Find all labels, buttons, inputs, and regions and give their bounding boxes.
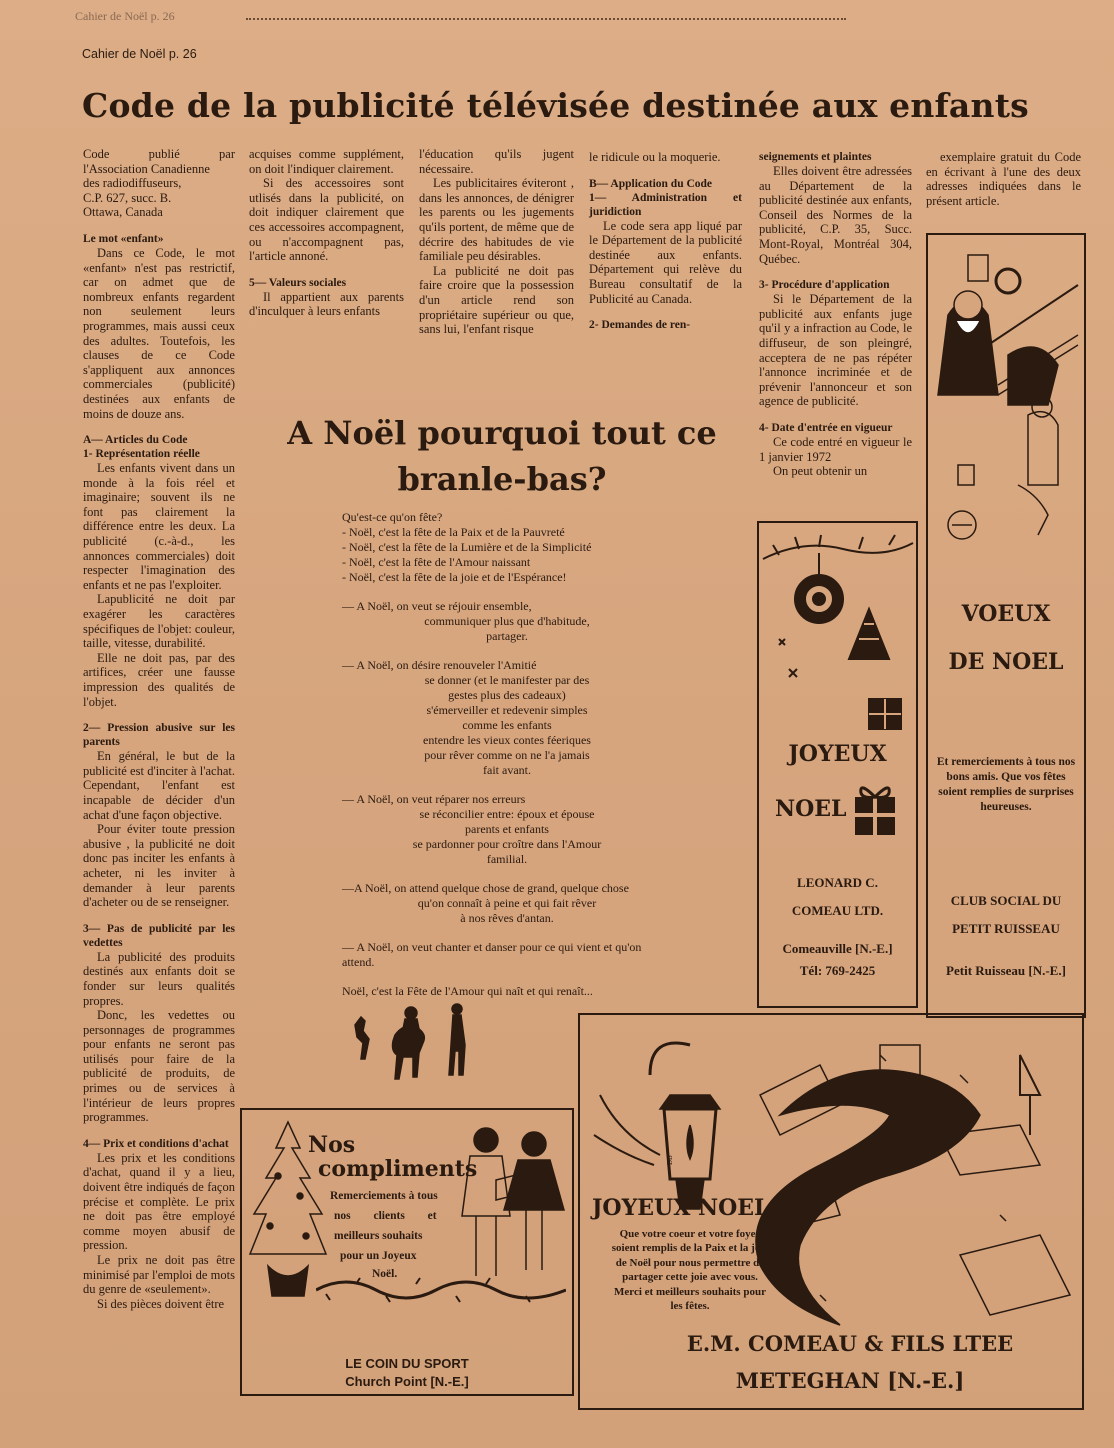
section-heading: B— Application du Code xyxy=(589,177,713,190)
ad-name-line: PETIT RUISSEAU xyxy=(952,921,1060,936)
section-heading: 4- Date d'entrée en vigueur xyxy=(759,421,893,434)
ad-message-line: Remerciements à tous xyxy=(330,1190,438,1202)
poem-line: partager. xyxy=(486,629,528,643)
ad-message-line: Noël. xyxy=(372,1268,398,1280)
intro-line: l'Association Canadienne xyxy=(83,161,210,176)
section-heading: Le mot «enfant» xyxy=(83,232,164,245)
ad-em-comeau xyxy=(578,1013,1084,1410)
ad-joyeux-noel: JOYEUX NOEL xyxy=(592,1195,770,1221)
poem-line: se donner (et le manifester par des xyxy=(424,673,590,687)
paragraph: le ridicule ou la moquerie. xyxy=(589,150,721,164)
poem-line: se réconcilier entre: époux et épouse xyxy=(419,807,595,821)
ad-compliments: compliments xyxy=(318,1156,478,1182)
family-illustration xyxy=(456,1120,566,1290)
ad-coin-du-sport xyxy=(240,1108,574,1396)
ad-joyeux: JOYEUX xyxy=(788,741,887,767)
section-heading: 3— Pas de publicité par les vedettes xyxy=(83,922,235,949)
section-heading: 1- Représentation réelle xyxy=(83,448,200,461)
article-column-3 xyxy=(419,147,574,337)
paragraph: Elle ne doit pas, par des artifices, créer une fausse impression des qualités de l'objet. xyxy=(83,650,235,709)
ad-name-line: CLUB SOCIAL DU xyxy=(950,893,1062,908)
paragraph: Le prix ne doit pas être minimisé par l'emploi de mots du genre de «seulement». xyxy=(83,1253,235,1297)
article-column-6 xyxy=(926,150,1081,208)
initials-text: DB xyxy=(666,1155,674,1165)
ad-name-line: LEONARD C. xyxy=(797,875,878,890)
top-dotted-rule xyxy=(246,18,846,20)
paragraph: Si des pièces doivent être xyxy=(97,1296,225,1311)
poem-line: - Noël, c'est la fête de la Paix et de la Pauvreté xyxy=(342,525,565,539)
ad-message-line: nos clients et xyxy=(334,1210,437,1222)
ad-phone: Tél: 769-2425 xyxy=(799,963,876,978)
paragraph: La publicité des produits destinés aux enfants doit se fonder sur leurs qualités propres. xyxy=(83,949,235,1008)
poem-line: parents et enfants xyxy=(465,822,549,836)
poem-line: se pardonner pour croître dans l'Amour xyxy=(412,837,602,851)
poem-line: Qu'est-ce qu'on fête? xyxy=(342,510,443,524)
poem-line: - Noël, c'est la fête de l'Amour naissant xyxy=(342,555,531,569)
section-heading: 2- Demandes de ren- xyxy=(589,319,691,332)
poem-line: —A Noël, on attend quelque chose de grand, quelque chose xyxy=(342,881,629,895)
noel-title: A Noël pourquoi tout ce branle-bas? xyxy=(287,414,717,498)
ad-voeux: VOEUX xyxy=(961,601,1051,627)
poem-line: gestes plus des cadeaux) xyxy=(448,688,566,702)
poem-line: à nos rêves d'antan. xyxy=(460,911,554,925)
paragraph: Les publicitaires éviteront , dans les annonces, de dénigrer les parents ou les jugements qu'ils portent, de même que de décrire des habitudes de vie familiale peu désirables. xyxy=(419,176,574,264)
ad-nos: Nos xyxy=(308,1132,356,1158)
paragraph: Ce code entré en vigueur le 1 janvier 1972 xyxy=(759,434,912,464)
section-heading: A— Articles du Code xyxy=(83,434,188,447)
page-label: Cahier de Noël p. 26 xyxy=(82,47,197,61)
ornament-illustration xyxy=(759,529,916,739)
ad-place: Petit Ruisseau [N.-E.] xyxy=(946,963,1066,978)
paragraph: Pour éviter toute pression abusive , la publicité ne doit donc pas inciter les enfants à acheter, ni les inviter à demander à leur parents d'acheter ou de se renseigner. xyxy=(83,822,235,910)
poem-line: fait avant. xyxy=(483,763,531,777)
poem-line: — A Noël, on veut chanter et danser pour ce qui vient et qu'on attend. xyxy=(342,940,642,969)
poem-line: — A Noël, on veut se réjouir ensemble, xyxy=(342,599,532,613)
ad-name: E.M. COMEAU & FILS LTEE xyxy=(686,1331,1014,1356)
article-column-2 xyxy=(249,147,404,319)
ad-club-social xyxy=(926,233,1086,1018)
gift-icon xyxy=(851,781,899,837)
section-heading: 2— Pression abusive sur les parents xyxy=(83,722,235,749)
headline: Code de la publicité télévisée destinée aux enfants xyxy=(82,86,1029,125)
poem-line: comme les enfants xyxy=(462,718,552,732)
garland-decoration xyxy=(316,1270,566,1310)
paragraph: acquises comme supplément, on doit l'indiquer clairement. xyxy=(249,147,404,176)
section-heading: seignements et plaintes xyxy=(759,151,872,163)
section-heading: 4— Prix et conditions d'achat xyxy=(83,1137,229,1150)
paragraph: exemplaire gratuit du Code en écrivant à l'une des deux adresses indiquées dans le présent article. xyxy=(926,150,1081,208)
santa-illustration xyxy=(928,235,1084,567)
paragraph: Elles doivent être adressées au Département de la publicité destinée aux enfants, Conseil des Normes de la publicité, C.P. 35, Succ. Mont-Royal, Montréal 304, Québec. xyxy=(759,164,912,266)
poem-line: pour rêver comme on ne l'a jamais xyxy=(424,748,590,762)
article-column-4 xyxy=(589,150,742,332)
section-heading: 3- Procédure d'application xyxy=(759,279,890,292)
ad-leonard-comeau xyxy=(757,521,918,1008)
ad-message: Et remerciements à tous nos bons amis. Que vos fêtes soient remplies de surprises heureuses. xyxy=(936,756,1076,813)
poem-line: communiquer plus que d'habitude, xyxy=(424,614,590,628)
ad-place: Comeauville [N.-E.] xyxy=(782,941,893,956)
three-kings-illustration xyxy=(345,995,485,1095)
poem-line: — A Noël, on veut réparer nos erreurs xyxy=(342,792,526,806)
paragraph: Il appartient aux parents d'inculquer à leurs enfants xyxy=(249,289,404,319)
paragraph: Le code sera app liqué par le Département de la publicité destinée aux enfants. Département qui relève du Bureau consultatif de la Publicité au Canada. xyxy=(589,218,742,306)
ad-name: LE COIN DU SPORT xyxy=(345,1356,469,1371)
noel-poem xyxy=(342,510,672,999)
section-heading: 1— Administration et juridiction xyxy=(589,191,742,218)
intro-line: Code publié par xyxy=(83,147,235,161)
ad-noel xyxy=(775,781,916,837)
poem-line: qu'on connaît à peine et qui fait rêver xyxy=(417,896,597,910)
paragraph: Les prix et les conditions d'achat, quand il y a lieu, doivent être indiqués de façon précise et complète. Le prix ne doit pas être employé comme moyen abusif de pression. xyxy=(83,1150,235,1253)
paragraph: Dans ce Code, le mot «enfant» n'est pas restrictif, car on admet que de nombreux enfants regardent non seulement leurs programmes, mais aussi ceux des adultes. Toutefois, les clauses de ce Code s'appliquent aux annonces commerciales (publicité) destinées aux enfants de moins de douze ans. xyxy=(83,245,235,421)
paragraph: En général, le but de la publicité est d'inciter à l'achat. Cependant, l'enfant est incapable de décider d'un achat d'une façon objective. xyxy=(83,749,235,822)
faint-page-label: Cahier de Noël p. 26 xyxy=(75,9,175,23)
article-column-1 xyxy=(83,147,235,1311)
ad-de-noel: DE NOEL xyxy=(948,649,1064,675)
poem-line: — A Noël, on désire renouveler l'Amitié xyxy=(342,658,537,672)
ad-message-line: meilleurs souhaits xyxy=(334,1230,423,1242)
intro-line: C.P. 627, succ. B. xyxy=(83,190,172,205)
poem-line: - Noël, c'est la fête de la joie et de l'Espérance! xyxy=(342,570,567,584)
paragraph: La publicité ne doit pas faire croire que la possession d'un article rend son propriétaire supérieur ou que, sans lui, l'enfant risque xyxy=(419,263,574,337)
poem-line: s'émerveiller et redevenir simples xyxy=(426,703,588,717)
poem-line: - Noël, c'est la fête de la Lumière et de la Simplicité xyxy=(342,540,592,554)
paragraph: Si le Département de la publicité aux enfants juge qu'il y a infraction au Code, le diffuseur, de son pleingré, acceptera de ne pas répéter l'annonce incriminée et de prévenir l'annonceur et son agence de publicité. xyxy=(759,292,912,409)
poem-line: familial. xyxy=(486,852,528,866)
paragraph: Donc, les vedettes ou personnages de programmes pour enfants ne seront pas utilisés pour faire de la publicité de produits, de primes ou de services à l'intérieur de leurs propres programmes. xyxy=(83,1008,235,1125)
paragraph: Si des accessoires sont utlisés dans la publicité, on doit indiquer clairement que ces accessoires accompagnent, ou n'accompagnent pas, l'article annoné. xyxy=(249,176,404,264)
paragraph: Les enfants vivent dans un monde à la fois réel et imaginaire; souvent ils ne font pas clairement la différence entre les deux. La publicité (c.-à-d., les annonces commerciales) doit respecter l'imagination des enfants et ne pas l'exploiter. xyxy=(83,461,235,592)
paragraph: Lapublicité ne doit par exagérer les caractères spécifiques de l'objet: couleur, taille, vitesse, durabilité. xyxy=(83,592,235,651)
ad-noel-text: NOEL xyxy=(775,796,847,822)
poem-line: Noël, c'est la Fête de l'Amour qui naît et qui renaît... xyxy=(342,984,593,998)
section-heading: 5— Valeurs sociales xyxy=(249,276,347,289)
paragraph: On peut obtenir un xyxy=(773,464,868,479)
intro-line: des radiodiffuseurs, xyxy=(83,176,182,191)
ad-place: METEGHAN [N.-E.] xyxy=(735,1368,965,1393)
ad-message: Que votre coeur et votre foyer soient remplis de la Paix et la joie de Noël pour nous permettre de partager cette joie avec vous. Merci et meilleurs souhaits pour les fêtes. xyxy=(611,1228,769,1313)
ad-name-line: COMEAU LTD. xyxy=(791,903,884,918)
article-column-5 xyxy=(759,150,912,479)
ad-place: Church Point [N.-E.] xyxy=(345,1374,469,1389)
ad-message-line: pour un Joyeux xyxy=(340,1250,417,1262)
paragraph: l'éducation qu'ils jugent nécessaire. xyxy=(419,147,574,176)
intro-line: Ottawa, Canada xyxy=(83,205,163,220)
poem-line: entendre les vieux contes féeriques xyxy=(423,733,591,747)
